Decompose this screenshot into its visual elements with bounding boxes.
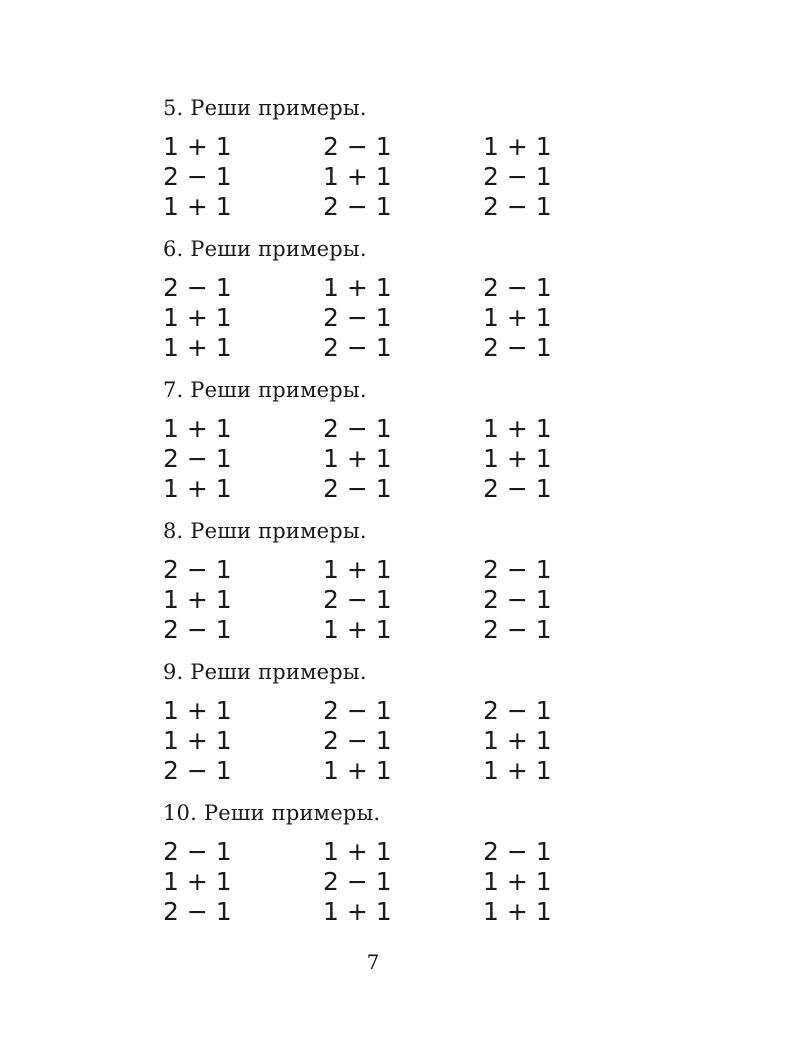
math-example: 2 − 1 xyxy=(323,333,392,362)
math-example: 2 − 1 xyxy=(483,273,552,302)
math-example: 1 + 1 xyxy=(323,162,392,191)
examples-row xyxy=(163,414,583,444)
math-example: 1 + 1 xyxy=(483,132,552,161)
math-example: 1 + 1 xyxy=(163,696,232,725)
exercise-5 xyxy=(163,94,583,222)
math-example: 2 − 1 xyxy=(323,132,392,161)
math-example: 2 − 1 xyxy=(483,837,552,866)
math-example: 1 + 1 xyxy=(163,192,232,221)
examples-grid xyxy=(163,696,583,786)
exercise-title: 6. Реши примеры. xyxy=(163,237,367,261)
math-example: 2 − 1 xyxy=(323,192,392,221)
exercise-6 xyxy=(163,235,583,363)
math-example: 2 − 1 xyxy=(483,162,552,191)
math-example: 2 − 1 xyxy=(323,585,392,614)
math-example: 2 − 1 xyxy=(483,696,552,725)
math-example: 2 − 1 xyxy=(323,726,392,755)
math-example: 2 − 1 xyxy=(323,696,392,725)
examples-row xyxy=(163,333,583,363)
exercise-8 xyxy=(163,517,583,645)
math-example: 2 − 1 xyxy=(483,474,552,503)
examples-row xyxy=(163,444,583,474)
math-example: 1 + 1 xyxy=(323,897,392,926)
math-example: 2 − 1 xyxy=(323,474,392,503)
math-example: 1 + 1 xyxy=(323,555,392,584)
math-example: 1 + 1 xyxy=(323,837,392,866)
examples-row xyxy=(163,303,583,333)
math-example: 1 + 1 xyxy=(163,726,232,755)
exercise-9 xyxy=(163,658,583,786)
exercise-10 xyxy=(163,799,583,927)
exercise-title: 5. Реши примеры. xyxy=(163,96,367,120)
examples-row xyxy=(163,897,583,927)
math-example: 2 − 1 xyxy=(163,897,232,926)
math-example: 2 − 1 xyxy=(163,162,232,191)
math-example: 2 − 1 xyxy=(483,192,552,221)
examples-grid xyxy=(163,414,583,504)
math-example: 1 + 1 xyxy=(323,444,392,473)
examples-row xyxy=(163,273,583,303)
examples-row xyxy=(163,696,583,726)
math-example: 1 + 1 xyxy=(323,615,392,644)
math-example: 1 + 1 xyxy=(483,756,552,785)
math-example: 1 + 1 xyxy=(323,756,392,785)
math-example: 1 + 1 xyxy=(483,444,552,473)
examples-row xyxy=(163,555,583,585)
math-example: 2 − 1 xyxy=(483,615,552,644)
math-example: 1 + 1 xyxy=(163,585,232,614)
page-number: 7 xyxy=(366,950,380,974)
math-example: 2 − 1 xyxy=(323,303,392,332)
examples-row xyxy=(163,837,583,867)
math-example: 1 + 1 xyxy=(163,132,232,161)
exercise-7 xyxy=(163,376,583,504)
math-example: 1 + 1 xyxy=(483,867,552,896)
math-example: 2 − 1 xyxy=(163,837,232,866)
examples-grid xyxy=(163,555,583,645)
examples-row xyxy=(163,585,583,615)
math-example: 1 + 1 xyxy=(163,414,232,443)
math-example: 2 − 1 xyxy=(163,555,232,584)
math-example: 1 + 1 xyxy=(483,303,552,332)
exercise-title: 9. Реши примеры. xyxy=(163,660,367,684)
math-example: 1 + 1 xyxy=(163,303,232,332)
exercise-title: 7. Реши примеры. xyxy=(163,378,367,402)
math-example: 2 − 1 xyxy=(323,867,392,896)
examples-row xyxy=(163,132,583,162)
math-example: 2 − 1 xyxy=(163,756,232,785)
examples-row xyxy=(163,162,583,192)
math-example: 2 − 1 xyxy=(483,333,552,362)
math-example: 2 − 1 xyxy=(323,414,392,443)
examples-row xyxy=(163,726,583,756)
math-example: 2 − 1 xyxy=(483,555,552,584)
math-example: 2 − 1 xyxy=(163,273,232,302)
math-example: 2 − 1 xyxy=(163,615,232,644)
examples-row xyxy=(163,474,583,504)
math-example: 1 + 1 xyxy=(483,414,552,443)
exercise-title: 10. Реши примеры. xyxy=(163,801,381,825)
examples-grid xyxy=(163,132,583,222)
math-example: 1 + 1 xyxy=(323,273,392,302)
math-example: 1 + 1 xyxy=(483,897,552,926)
examples-grid xyxy=(163,837,583,927)
math-example: 1 + 1 xyxy=(163,474,232,503)
math-example: 1 + 1 xyxy=(163,333,232,362)
math-example: 2 − 1 xyxy=(163,444,232,473)
math-example: 1 + 1 xyxy=(163,867,232,896)
math-example: 1 + 1 xyxy=(483,726,552,755)
examples-row xyxy=(163,192,583,222)
math-example: 2 − 1 xyxy=(483,585,552,614)
exercise-title: 8. Реши примеры. xyxy=(163,519,367,543)
examples-row xyxy=(163,867,583,897)
examples-row xyxy=(163,756,583,786)
examples-row xyxy=(163,615,583,645)
examples-grid xyxy=(163,273,583,363)
